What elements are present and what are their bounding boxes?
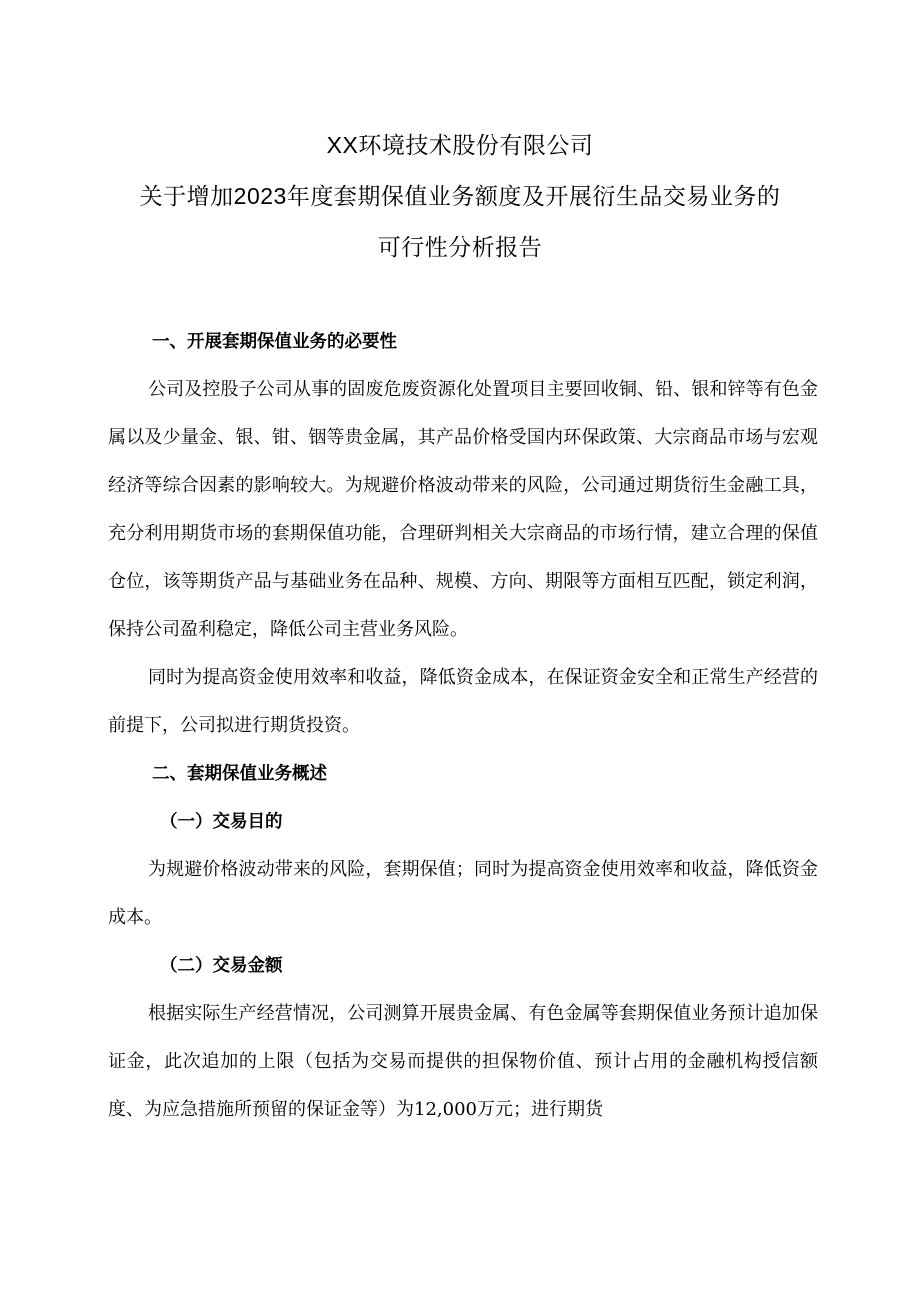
document-title: [0, 120, 920, 273]
section-heading-necessity: 一、开展套期保值业务的必要性: [152, 332, 397, 352]
subsection-heading-purpose: （一）交易目的: [160, 812, 283, 832]
subsection-heading-amount: （二）交易金额: [160, 956, 283, 976]
paragraph: 同时为提高资金使用效率和收益，降低资金成本，在保证资金安全和正常生产经营的前提下，公司拟进行期货投资。: [108, 667, 818, 736]
paragraph: 根据实际生产经营情况，公司测算开展贵金属、有色金属等套期保值业务预计追加保证金，此次追加的上限（包括为交易而提供的担保物价值、预计占用的金融机构授信额度、为应急措施所预留的保证金等）为12,000万元；进行期货: [108, 1003, 818, 1120]
title-line-report: 可行性分析报告: [377, 234, 543, 260]
section-heading-overview: 二、套期保值业务概述: [152, 764, 327, 784]
paragraph: 为规避价格波动带来的风险，套期保值；同时为提高资金使用效率和收益，降低资金成本。: [108, 859, 818, 928]
title-line-company: XX环境技术股份有限公司: [326, 132, 594, 158]
document-body: [108, 318, 818, 1134]
paragraph: 公司及控股子公司从事的固废危废资源化处置项目主要回收铜、铅、银和锌等有色金属以及少量金、银、钳、铟等贵金属，其产品价格受国内环保政策、大宗商品市场与宏观经济等综合因素的影响较大。为规避价格波动带来的风险，公司通过期货衍生金融工具，充分利用期货市场的套期保值功能，合理研判相关大宗商品的市场行情，建立合理的保值仓位，该等期货产品与基础业务在品种、规模、方向、期限等方面相互匹配，锁定利润，保持公司盈利稳定，降低公司主营业务风险。: [108, 379, 818, 640]
title-line-subject: 关于增加2023年度套期保值业务额度及开展衍生品交易业务的: [139, 183, 781, 209]
